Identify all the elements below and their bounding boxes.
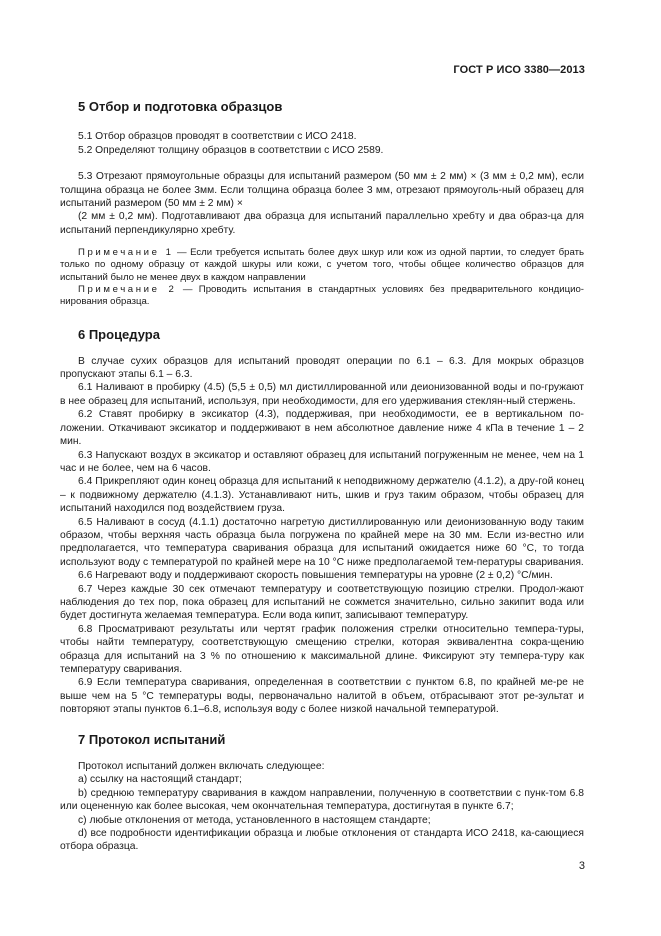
list-item: a) ссылку на настоящий стандарт; <box>78 774 242 786</box>
page-content <box>60 92 584 854</box>
section-6-intro: В случае сухих образцов для испытаний проводят операции по 6.1 – 6.3. Для мокрых образцов пропускают этапы 6.1 – 6.3. <box>60 355 584 381</box>
section-6-title: 6 Процедура <box>78 327 160 343</box>
note-1-label: Примечание 1 <box>78 247 174 259</box>
paragraph-6-9: 6.9 Если температура сваривания, определенная в соответствии с пунктом 6.8, по крайней ме-ре не выше чем на 5 °С температуры воды, первоначально налитой в объем, отбрасывают этот ре-зультат и повторяют этапы пунктов 6.1–6.8, используя воду с более низкой начальной температурой. <box>60 677 584 716</box>
paragraph-6-4: 6.4 Прикрепляют один конец образца для испытаний к неподвижному держателю (4.1.2), а дру-гой конец – к подвижному держателю (4.1.3). Устанавливают нить, шкив и груз таким образом, чтобы образец для испытаний находился под воздействием груза. <box>60 476 584 515</box>
note-1 <box>60 247 584 284</box>
document-code: ГОСТ Р ИСО 3380—2013 <box>453 64 585 76</box>
note-2-text: — Проводить испытания в стандартных условиях без предварительного кондицио-нирования образца. <box>60 283 585 308</box>
paragraph-5-3-continued: (2 мм ± 0,2 мм). Подготавливают два образца для испытаний параллельно хребту и два образ-ца для испытаний перпендикулярно хребту. <box>60 211 584 236</box>
list-item: c) любые отклонения от метода, установленного в настоящем стандарте; <box>78 814 431 826</box>
paragraph-6-6: 6.6 Нагревают воду и поддерживают скорость повышения температуры на уровне (2 ± 0,2) °С/мин. <box>78 570 553 582</box>
section-7-title: 7 Протокол испытаний <box>78 731 226 747</box>
section-7-intro: Протокол испытаний должен включать следующее: <box>78 761 325 773</box>
page-number: 3 <box>578 860 585 872</box>
paragraph-6-3: 6.3 Напускают воздух в эксикатор и оставляют образец для испытаний погруженным не менее, чем на 1 час и не более, чем на 6 часов. <box>60 449 584 474</box>
list-item: b) среднюю температуру сваривания в каждом направлении, полученную в соответствии с пунк-том 6.8 или оцененную как более высокая, чем окончательная температура, достигнутая в пункте 6.7; <box>60 787 584 813</box>
paragraph-5-2: 5.2 Определяют толщину образцов в соответствии с ИСО 2589. <box>78 144 384 156</box>
list-item: d) все подробности идентификации образца и любые отклонения от стандарта ИСО 2418, ка-сающиеся отбора образца. <box>60 828 584 853</box>
note-2-label: Примечание 2 <box>78 283 177 295</box>
paragraph-6-7: 6.7 Через каждые 30 сек отмечают температуру и соответствующую позицию стрелки. Продол-жают наблюдения до тех пор, пока образец для испытаний не сожмется значительно, сильно закипит вода или будет достигнута желаемая температура. Если вода кипит, записывают температуру. <box>60 583 584 622</box>
paragraph-6-2: 6.2 Ставят пробирку в эксикатор (4.3), поддерживая, при необходимости, ее в вертикальном по-ложении. Откачивают эксикатор и поддерживают в нем абсолютное давление ниже 4 кПа в течение 1 – 2 мин. <box>60 409 584 448</box>
note-1-text: — Если требуется испытать более двух шкур или кож из одной партии, то следует брать только по одному образцу от каждой шкуры или кожи, с учетом того, чтобы общее количество образцов для испытаний было не менее двух в каждом направлении <box>60 247 584 283</box>
paragraph-6-1: 6.1 Наливают в пробирку (4.5) (5,5 ± 0,5) мл дистиллированной или деионизованной воды и по-гружают в нее образец для испытаний, используя, при необходимости, для его удерживания стеклян-ный стержень. <box>60 382 584 407</box>
note-2 <box>60 284 584 308</box>
paragraph-5-1: 5.1 Отбор образцов проводят в соответствии с ИСО 2418. <box>78 131 357 143</box>
paragraph-6-8: 6.8 Просматривают результаты или чертят график положения стрелки относительно темпера-туры, чтобы найти температуру, соответствующую смещению стрелки, которая эквивалентна сокра-щению образца для испытаний на 3 % по отношению к максимальной длине. Фиксируют эту темпера-туру как температуру сваривания. <box>60 623 584 676</box>
section-5-title: 5 Отбор и подготовка образцов <box>78 99 283 114</box>
paragraph-5-3: 5.3 Отрезают прямоугольные образцы для испытаний размером (50 мм ± 2 мм) × (3 мм ± 0,2 мм), если толщина образца не более 3мм. Если толщина образца более 3 мм, отрезают прямоуголь-ный образец для испытаний размером (50 мм ± 2 мм) × <box>60 171 584 210</box>
paragraph-6-5: 6.5 Наливают в сосуд (4.1.1) достаточно нагретую дистиллированную или деионизованную воду таким образом, чтобы верхняя часть образца была погружена по крайней мере на 30 мм. Если из-вестно или предполагается, что температура сваривания образца для испытаний ожидается ниже 60 °С, то тогда используют воду с температурой по крайней мере на 10 °С ниже предполагаемой тем-пературы сваривания. <box>60 516 584 568</box>
